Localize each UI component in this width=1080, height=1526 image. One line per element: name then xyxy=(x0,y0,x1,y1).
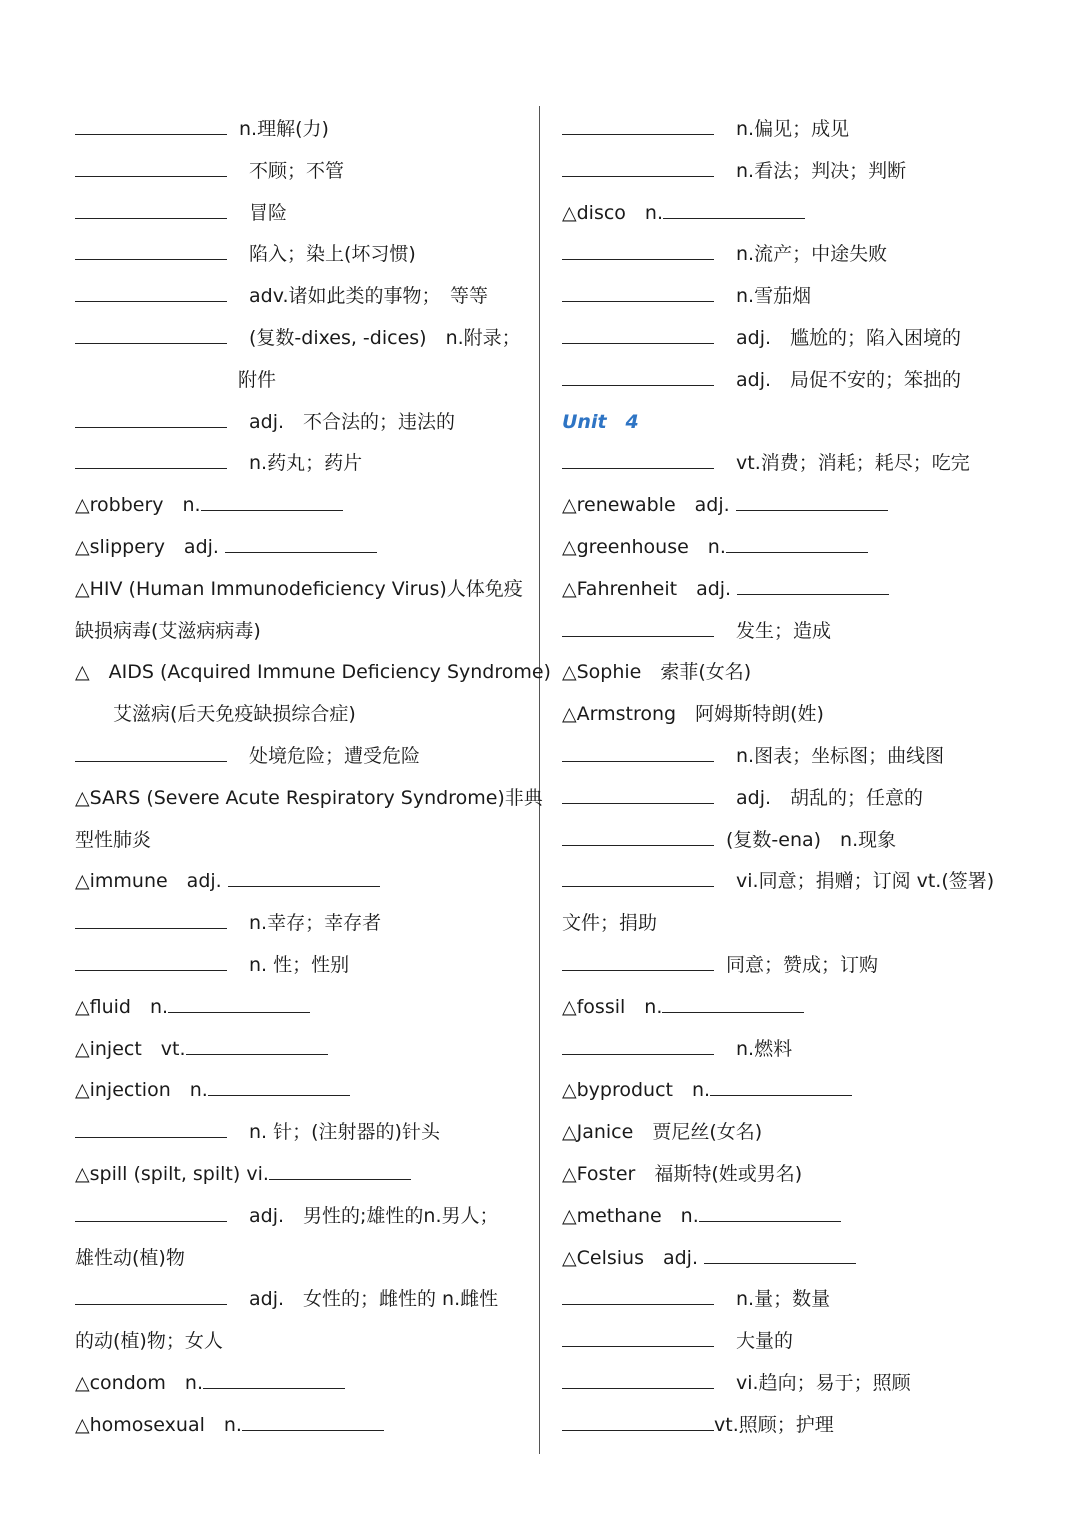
vocab-entry-continued: 型性肺炎 xyxy=(75,828,152,851)
answer-blank[interactable] xyxy=(562,1327,714,1347)
answer-blank[interactable] xyxy=(562,826,714,846)
answer-blank[interactable] xyxy=(562,784,714,804)
right-column xyxy=(562,109,1032,1447)
answer-blank[interactable] xyxy=(228,867,380,887)
left-column xyxy=(75,109,551,1447)
unit-heading: Unit 4 xyxy=(562,410,639,433)
answer-blank[interactable] xyxy=(562,157,714,177)
vocab-entry: 同意；赞成；订购 xyxy=(562,945,1032,987)
answer-blank[interactable] xyxy=(562,240,714,260)
answer-blank[interactable] xyxy=(663,199,805,219)
vocab-entry: n.幸存；幸存者 xyxy=(75,903,535,945)
vocab-entry-continued: 文件；捐助 xyxy=(562,912,658,935)
answer-blank[interactable] xyxy=(75,240,227,260)
answer-blank[interactable] xyxy=(75,1202,227,1222)
vocab-entry: (复数-ena) n.现象 xyxy=(562,820,1032,862)
answer-blank[interactable] xyxy=(75,449,227,469)
vocab-entry: adj. 男性的;雄性的n.男人； xyxy=(75,1196,535,1238)
vocab-entry: n. 针；(注射器的)针头 xyxy=(75,1112,535,1154)
vocab-entry-slippery: △slippery adj. xyxy=(75,527,535,569)
answer-blank[interactable] xyxy=(562,1411,714,1431)
answer-blank[interactable] xyxy=(75,408,227,428)
vocab-entry-armstrong: △Armstrong 阿姆斯特朗(姓) xyxy=(562,703,824,726)
vocab-entry-fossil: △fossil n. xyxy=(562,987,1032,1029)
vocab-entry: vi.趋向；易于；照顾 xyxy=(562,1363,1032,1405)
vocab-entry: vt.照顾；护理 xyxy=(562,1405,1032,1447)
answer-blank[interactable] xyxy=(269,1160,411,1180)
answer-blank[interactable] xyxy=(75,199,227,219)
vocab-entry: adv.诸如此类的事物； 等等 xyxy=(75,276,535,318)
answer-blank[interactable] xyxy=(726,533,868,553)
vocab-entry-continued: 的动(植)物；女人 xyxy=(75,1330,223,1353)
answer-blank[interactable] xyxy=(75,115,227,135)
vocab-entry-continued: 艾滋病(后天免疫缺损综合症) xyxy=(113,703,356,726)
vocab-entry: n.流产；中途失败 xyxy=(562,234,1032,276)
vocab-entry: n.量；数量 xyxy=(562,1279,1032,1321)
vocab-entry: vt.消费；消耗；耗尽；吃完 xyxy=(562,443,1032,485)
vocab-entry-methane: △methane n. xyxy=(562,1196,1032,1238)
vocab-entry-continued: 缺损病毒(艾滋病病毒) xyxy=(75,619,261,642)
vocab-entry: adj. 女性的；雌性的 n.雌性 xyxy=(75,1279,535,1321)
vocab-entry: (复数-dixes, -dices) n.附录； xyxy=(75,318,535,360)
answer-blank[interactable] xyxy=(75,909,227,929)
answer-blank[interactable] xyxy=(562,742,714,762)
vocab-entry-spill: △spill (spilt, spilt) vi. xyxy=(75,1154,535,1196)
vocab-entry-homosexual: △homosexual n. xyxy=(75,1405,535,1447)
vocab-entry-sophie: △Sophie 索菲(女名) xyxy=(562,661,752,684)
vocab-entry: n.燃料 xyxy=(562,1029,1032,1071)
answer-blank[interactable] xyxy=(225,533,377,553)
vocab-entry-aids: △ AIDS (Acquired Immune Deficiency Syndrome) xyxy=(75,661,551,684)
answer-blank[interactable] xyxy=(562,951,714,971)
answer-blank[interactable] xyxy=(562,282,714,302)
vocab-entry: n.药丸；药片 xyxy=(75,443,535,485)
vocab-entry-immune: △immune adj. xyxy=(75,861,535,903)
vocab-entry: 处境危险；遭受危险 xyxy=(75,736,535,778)
vocab-entry-fluid: △fluid n. xyxy=(75,987,535,1029)
answer-blank[interactable] xyxy=(562,1285,714,1305)
vocab-entry: adj. 尴尬的；陷入困境的 xyxy=(562,318,1032,360)
vocab-entry: 不顾；不管 xyxy=(75,151,535,193)
answer-blank[interactable] xyxy=(562,1369,714,1389)
answer-blank[interactable] xyxy=(662,993,804,1013)
answer-blank[interactable] xyxy=(242,1411,384,1431)
answer-blank[interactable] xyxy=(75,324,227,344)
vocab-entry-celsius: △Celsius adj. xyxy=(562,1238,1032,1280)
vocab-entry-greenhouse: △greenhouse n. xyxy=(562,527,1032,569)
answer-blank[interactable] xyxy=(562,115,714,135)
answer-blank[interactable] xyxy=(75,1118,227,1138)
answer-blank[interactable] xyxy=(736,491,888,511)
vocab-entry: adj. 不合法的；违法的 xyxy=(75,402,535,444)
answer-blank[interactable] xyxy=(203,1369,345,1389)
vocab-entry-janice: △Janice 贾尼丝(女名) xyxy=(562,1121,763,1144)
answer-blank[interactable] xyxy=(562,867,714,887)
vocab-entry-renewable: △renewable adj. xyxy=(562,485,1032,527)
answer-blank[interactable] xyxy=(699,1202,841,1222)
answer-blank[interactable] xyxy=(737,575,889,595)
vocab-entry: n.理解(力) xyxy=(75,109,535,151)
answer-blank[interactable] xyxy=(208,1076,350,1096)
vocab-entry-fahrenheit: △Fahrenheit adj. xyxy=(562,569,1032,611)
vocab-entry: adj. 胡乱的；任意的 xyxy=(562,778,1032,820)
answer-blank[interactable] xyxy=(75,951,227,971)
vocab-entry-byproduct: △byproduct n. xyxy=(562,1070,1032,1112)
vocab-entry: n.图表；坐标图；曲线图 xyxy=(562,736,1032,778)
vocab-entry-condom: △condom n. xyxy=(75,1363,535,1405)
vocab-entry: vi.同意；捐赠；订阅 vt.(签署) xyxy=(562,861,1032,903)
vocab-entry: 陷入；染上(坏习惯) xyxy=(75,234,535,276)
answer-blank[interactable] xyxy=(186,1035,328,1055)
answer-blank[interactable] xyxy=(75,157,227,177)
answer-blank[interactable] xyxy=(562,617,714,637)
vocab-entry-inject: △inject vt. xyxy=(75,1029,535,1071)
vocab-entry-foster: △Foster 福斯特(姓或男名) xyxy=(562,1162,803,1185)
answer-blank[interactable] xyxy=(75,1285,227,1305)
answer-blank[interactable] xyxy=(562,1035,714,1055)
vocab-entry-injection: △injection n. xyxy=(75,1070,535,1112)
vocab-entry: 冒险 xyxy=(75,193,535,235)
answer-blank[interactable] xyxy=(704,1244,856,1264)
vocab-entry: n.雪茄烟 xyxy=(562,276,1032,318)
vocab-entry-disco: △disco n. xyxy=(562,193,1032,235)
vocab-entry-hiv: △HIV (Human Immunodeficiency Virus)人体免疫 xyxy=(75,577,523,600)
answer-blank[interactable] xyxy=(201,491,343,511)
vocab-entry-continued: 附件 xyxy=(238,368,277,391)
vocab-entry: n.看法；判决；判断 xyxy=(562,151,1032,193)
answer-blank[interactable] xyxy=(562,449,714,469)
answer-blank[interactable] xyxy=(562,324,714,344)
answer-blank[interactable] xyxy=(562,366,714,386)
vocab-entry-continued: 雄性动(植)物 xyxy=(75,1246,185,1269)
vocab-entry: n.偏见；成见 xyxy=(562,109,1032,151)
vocab-entry-sars: △SARS (Severe Acute Respiratory Syndrome)非典 xyxy=(75,786,543,809)
vocab-entry: n. 性；性别 xyxy=(75,945,535,987)
answer-blank[interactable] xyxy=(75,742,227,762)
vocab-entry-robbery: △robbery n. xyxy=(75,485,535,527)
answer-blank[interactable] xyxy=(710,1076,852,1096)
answer-blank[interactable] xyxy=(168,993,310,1013)
column-divider xyxy=(539,106,540,1454)
vocab-entry: 大量的 xyxy=(562,1321,1032,1363)
answer-blank[interactable] xyxy=(75,282,227,302)
vocab-entry: adj. 局促不安的；笨拙的 xyxy=(562,360,1032,402)
vocab-entry: 发生；造成 xyxy=(562,611,1032,653)
